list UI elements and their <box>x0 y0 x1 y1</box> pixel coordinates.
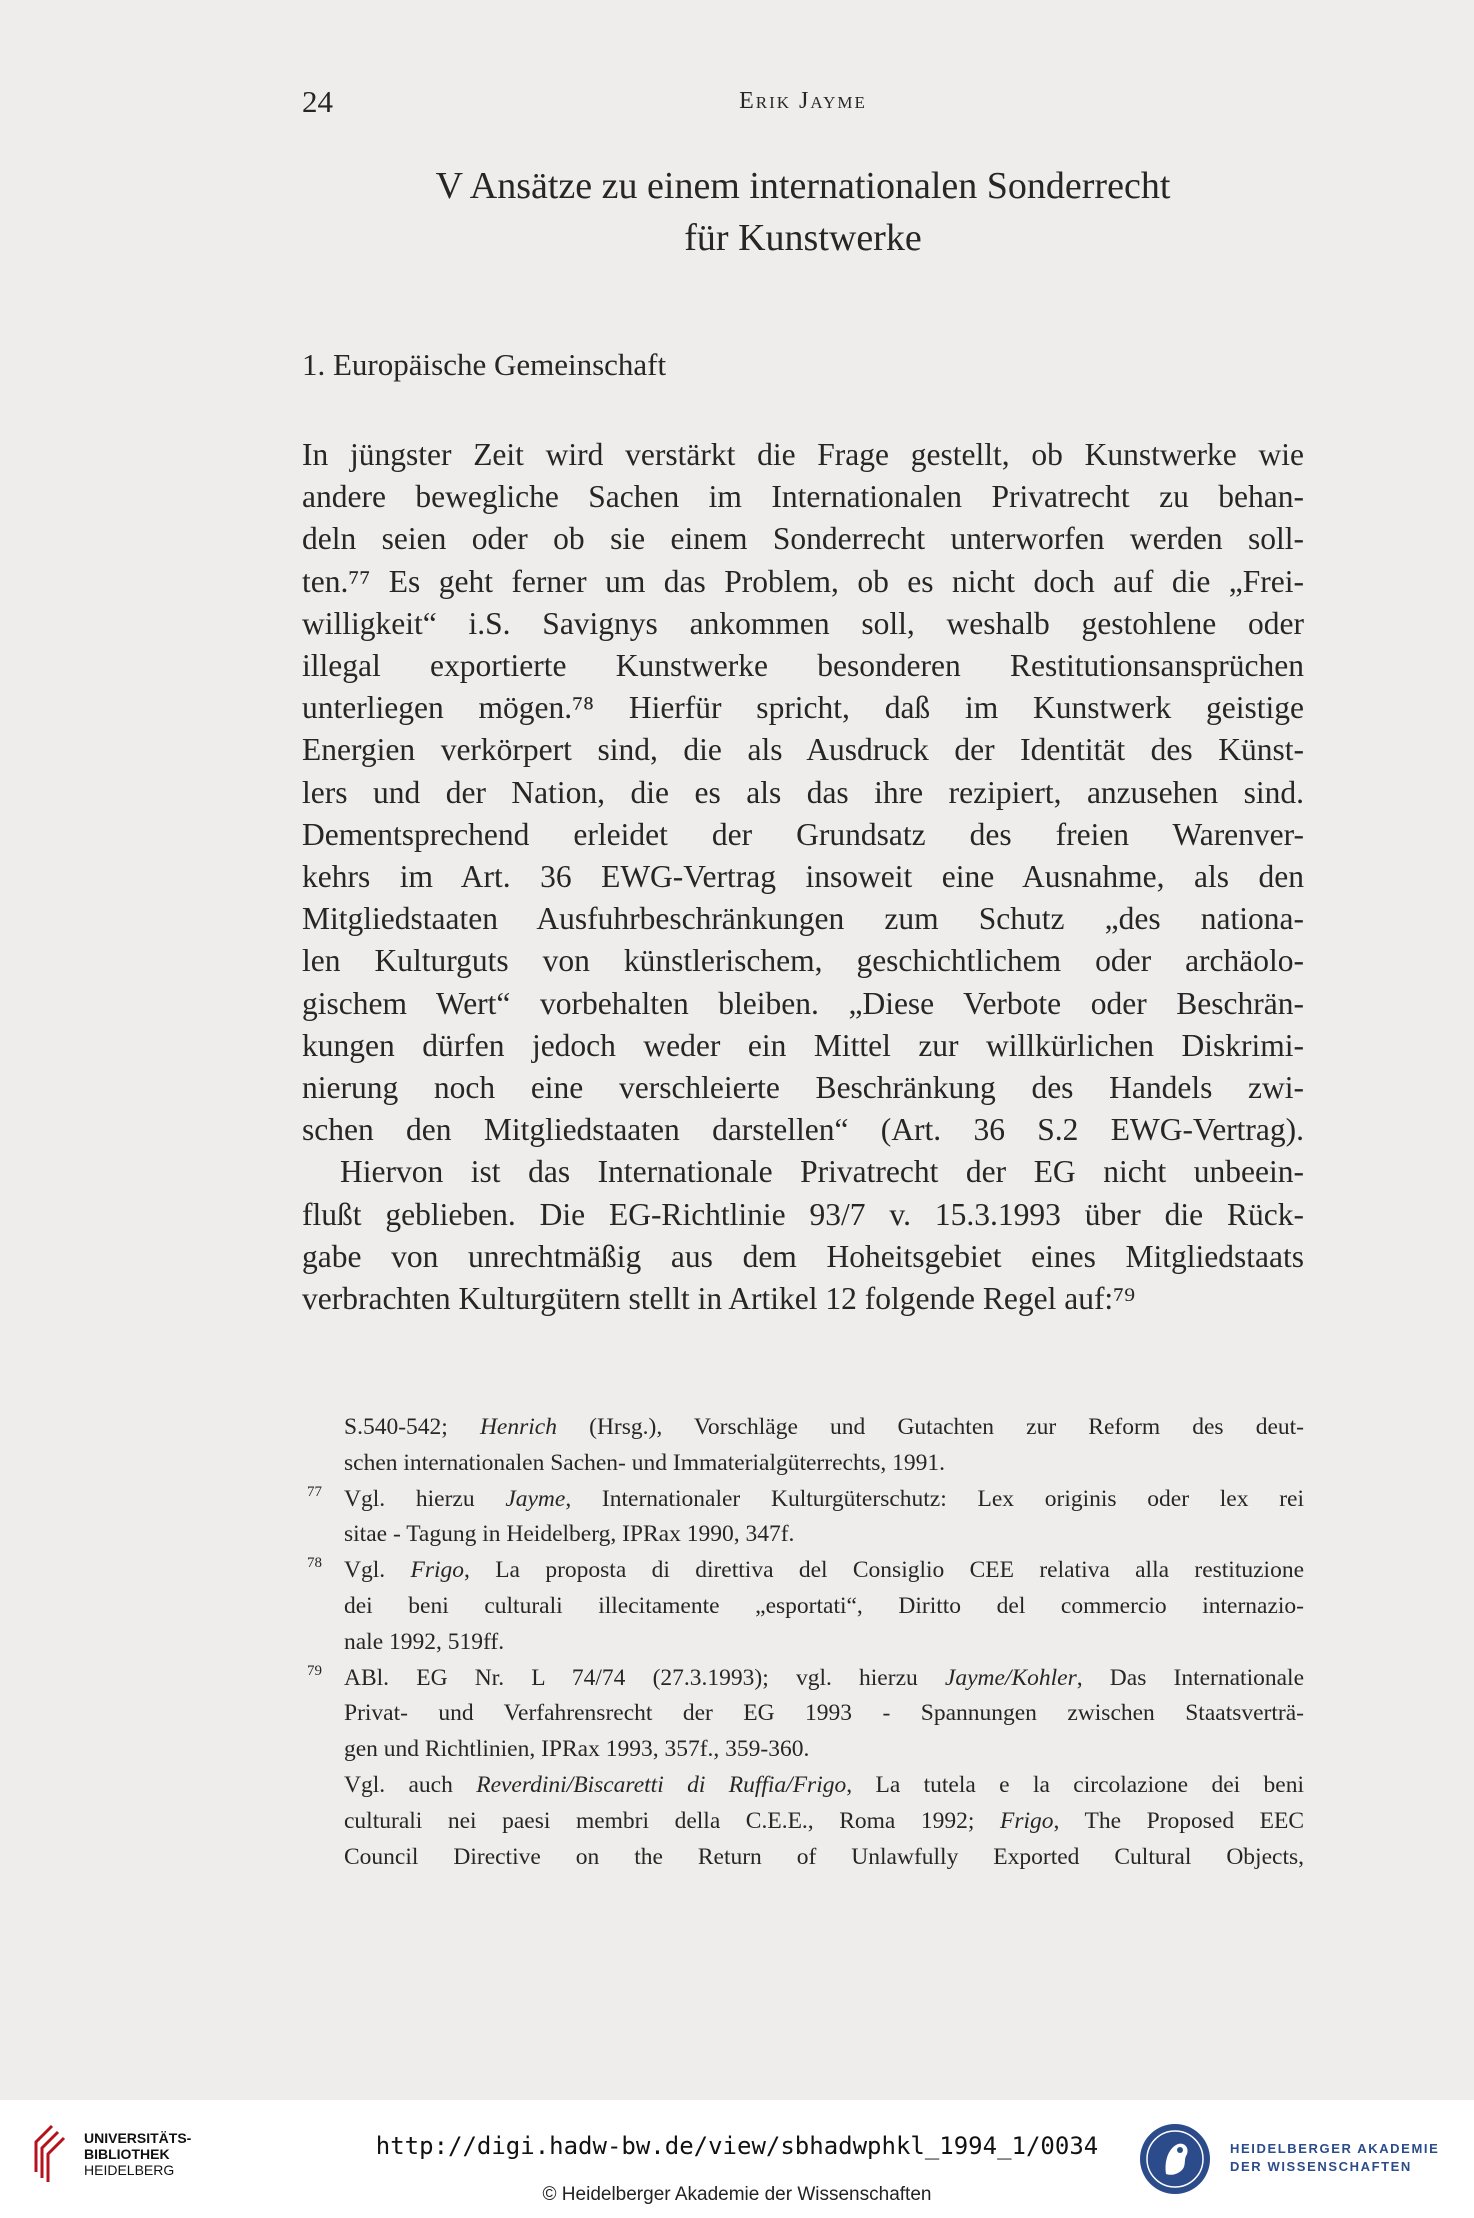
body-line: illegal exportierte Kunstwerke besonderen Restitutionsansprüchen <box>302 648 1304 684</box>
chapter-title-line: für Kunstwerke <box>684 217 922 259</box>
body-line: kungen dürfen jedoch weder ein Mittel zur willkürlichen Diskrimi- <box>302 1027 1304 1063</box>
footnote-78 <box>302 1553 1304 1660</box>
footnote-line: Privat- und Verfahrensrecht der EG 1993 - Spannungen zwischen Staatsverträ- <box>344 1700 1304 1727</box>
body-line: gischem Wert“ vorbehalten bleiben. „Diese Verbote oder Beschrän- <box>302 985 1304 1021</box>
footnote-text: culturali nei paesi membri della C.E.E., Roma 1992; <box>344 1807 1000 1834</box>
body-line: len Kulturguts von künstlerischem, geschichtlichem oder archäolo- <box>302 943 1304 979</box>
footnote-text: S.540-542; <box>344 1414 480 1440</box>
chapter-title-line: V Ansätze zu einem internationalen Sonderrecht <box>435 165 1171 207</box>
body-text <box>302 434 1304 1320</box>
footnote-number: 77 <box>307 1483 322 1500</box>
body-line: Dementsprechend erleidet der Grundsatz des freien Warenver- <box>302 816 1304 852</box>
body-line: kehrs im Art. 36 EWG-Vertrag insoweit eine Ausnahme, als den <box>302 859 1304 895</box>
copyright-notice: © Heidelberger Akademie der Wissenschaften <box>542 2184 932 2205</box>
footnote-author: Frigo <box>410 1557 464 1584</box>
footnote-line: nale 1992, 519ff. <box>344 1628 505 1655</box>
body-line: unterliegen mögen.⁷⁸ Hierfür spricht, daß im Kunstwerk geistige <box>302 690 1304 726</box>
body-line: deln seien oder ob sie einem Sonderrecht unterworfen werden soll- <box>302 521 1304 557</box>
body-line: schen den Mitgliedstaaten darstellen“ (Art. 36 S.2 EWG-Vertrag). <box>302 1112 1304 1148</box>
footnote-line <box>344 1768 1304 1804</box>
running-head: Erik Jayme <box>739 88 867 114</box>
footnote-line <box>344 1804 1304 1840</box>
footnote-line: dei beni culturali illecitamente „esportati“, Diritto del commercio internazio- <box>344 1592 1304 1619</box>
body-line: Mitgliedstaaten Ausfuhrbeschränkungen zum Schutz „des nationa- <box>302 901 1304 937</box>
footnote-text: , La proposta di direttiva del Consiglio CEE relativa alla restituzione <box>464 1557 1304 1584</box>
footnote-author: Reverdini/Biscaretti di Ruffia/Frigo <box>476 1771 847 1798</box>
library-name-line: HEIDELBERG <box>84 2162 175 2178</box>
footnote-text: , Internationaler Kulturgüterschutz: Lex originis oder lex rei <box>565 1485 1304 1512</box>
body-line: In jüngster Zeit wird verstärkt die Frage gestellt, ob Kunstwerke wie <box>302 437 1304 472</box>
body-line: nierung noch eine verschleierte Beschränkung des Handels zwi- <box>302 1070 1304 1106</box>
page-number: 24 <box>302 84 333 119</box>
footnote-line: gen und Richtlinien, IPRax 1993, 357f., 359-360. <box>344 1736 810 1763</box>
body-line: Hiervon ist das Internationale Privatrecht der EG nicht unbeein- <box>340 1154 1304 1190</box>
body-line: verbrachten Kulturgütern stellt in Artikel 12 folgende Regel auf:⁷⁹ <box>302 1281 1136 1317</box>
footnote-text: , Das Internationale <box>1076 1664 1304 1691</box>
body-line: flußt geblieben. Die EG-Richtlinie 93/7 v. 15.3.1993 über die Rück- <box>302 1196 1304 1232</box>
body-line: willigkeit“ i.S. Savignys ankommen soll, weshalb gestohlene oder <box>302 605 1304 641</box>
body-line: lers und der Nation, die es als das ihre rezipiert, anzusehen sind. <box>302 774 1304 810</box>
academy-name <box>1230 2140 1439 2176</box>
footnotes <box>302 1410 1304 1875</box>
body-line: Energien verkörpert sind, die als Ausdruck der Identität des Künst- <box>302 732 1304 768</box>
page-header <box>302 84 1304 128</box>
footnote-line <box>344 1661 1304 1697</box>
footnote-text: Vgl. auch <box>344 1771 477 1798</box>
footnote-author: Henrich <box>479 1414 557 1440</box>
body-line: andere bewegliche Sachen im Internationalen Privatrecht zu behan- <box>302 479 1304 515</box>
footnote-text: , La tutela e la circolazione dei beni <box>846 1771 1304 1798</box>
academy-seal-icon <box>1138 2122 1212 2196</box>
academy-name-line: HEIDELBERGER AKADEMIE <box>1230 2141 1440 2156</box>
footnote-text: , The Proposed EEC <box>1053 1807 1304 1834</box>
footnote-text: ABl. EG Nr. L 74/74 (27.3.1993); vgl. hierzu <box>344 1664 945 1691</box>
academy-name-line: DER WISSENSCHAFTEN <box>1230 2159 1412 2174</box>
footnote-line <box>344 1482 1304 1518</box>
chapter-title <box>302 160 1304 264</box>
body-line: gabe von unrechtmäßig aus dem Hoheitsgebiet eines Mitgliedstaats <box>302 1238 1304 1274</box>
footnote-author: Jayme/Kohler <box>944 1664 1077 1691</box>
body-line: ten.⁷⁷ Es geht ferner um das Problem, ob es nicht doch auf die „Frei- <box>302 563 1304 599</box>
footnote-number: 79 <box>307 1662 322 1679</box>
footnote-continuation <box>302 1410 1304 1482</box>
footnote-line: sitae - Tagung in Heidelberg, IPRax 1990, 347f. <box>344 1521 795 1548</box>
footnote-author: Frigo <box>999 1807 1054 1834</box>
footnote-text: Vgl. <box>344 1557 411 1584</box>
footnote-line <box>344 1553 1304 1589</box>
library-name-line: UNIVERSITÄTS- <box>84 2130 192 2146</box>
footnote-79 <box>302 1661 1304 1876</box>
viewer-footer <box>0 2100 1474 2218</box>
footnote-text: Vgl. hierzu <box>344 1485 506 1512</box>
footnote-line <box>344 1410 1304 1446</box>
library-name-line: BIBLIOTHEK <box>84 2146 170 2162</box>
footnote-77 <box>302 1482 1304 1554</box>
footnote-author: Jayme <box>505 1485 566 1512</box>
footnote-text: (Hrsg.), Vorschläge und Gutachten zur Reform des deut- <box>556 1414 1304 1440</box>
footnote-line: schen internationalen Sachen- und Immaterialgüterrechts, 1991. <box>344 1449 945 1476</box>
section-title: 1. Europäische Gemeinschaft <box>302 347 667 382</box>
footnote-line: Council Directive on the Return of Unlawfully Exported Cultural Objects, <box>344 1843 1304 1870</box>
permalink-url[interactable]: http://digi.hadw-bw.de/view/sbhadwphkl_1994_1/0034 <box>375 2132 1099 2160</box>
footnote-number: 78 <box>307 1555 322 1572</box>
